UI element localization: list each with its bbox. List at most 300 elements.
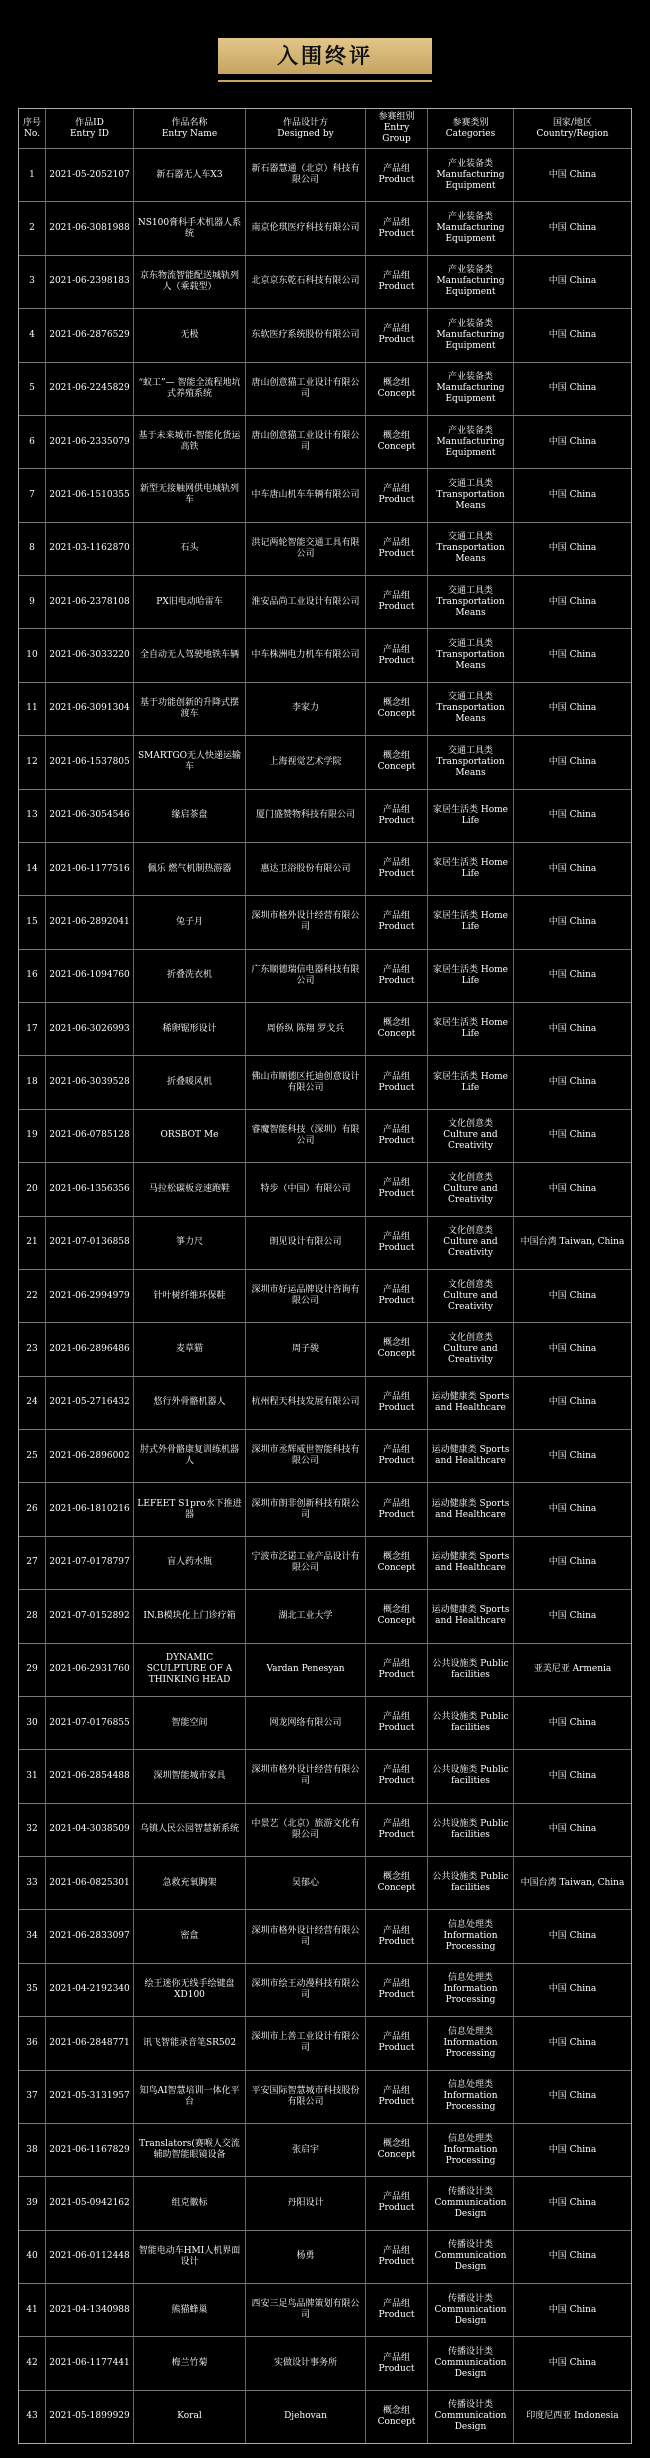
cell-country: 中国 China bbox=[548, 756, 597, 767]
cell-no: 8 bbox=[19, 523, 46, 575]
cell-entry-id: 2021-06-3039528 bbox=[46, 1056, 134, 1108]
cell-no: 24 bbox=[19, 1377, 46, 1429]
section-title-banner: 入围终评 bbox=[218, 38, 432, 74]
cell-entry-id: 2021-06-2378108 bbox=[46, 576, 134, 628]
cell-entry-id: 2021-05-0942162 bbox=[46, 2177, 134, 2229]
cell-entry-name: 讯飞智能录音笔SR502 bbox=[134, 2017, 246, 2069]
cell-category: 交通工具类 Transportation Means bbox=[428, 629, 514, 681]
cell-country: 中国 China bbox=[548, 383, 597, 394]
table-row bbox=[19, 1644, 631, 1697]
cell-country: 中国 China bbox=[548, 436, 597, 447]
cell-entry-name: 基于未来城市-智能化货运高铁 bbox=[134, 416, 246, 468]
cell-entry-group: 产品组 Product bbox=[366, 149, 428, 201]
cell-entry-id: 2021-06-2876529 bbox=[46, 309, 134, 361]
header-entry-id bbox=[46, 109, 134, 148]
cell-entry-name: 知鸟AI智慧培训一体化平台 bbox=[134, 2071, 246, 2123]
cell-entry-id: 2021-06-2931760 bbox=[46, 1644, 134, 1696]
cell-category: 信息处理类 Information Processing bbox=[428, 1910, 514, 1962]
cell-designer: 西安三足鸟品牌策划有限公司 bbox=[246, 2284, 366, 2336]
cell-no: 23 bbox=[19, 1323, 46, 1375]
finalists-table bbox=[18, 108, 632, 2444]
cell-entry-id: 2021-06-3091304 bbox=[46, 683, 134, 735]
cell-country: 中国 China bbox=[548, 1984, 597, 1995]
cell-category: 产业装备类 Manufacturing Equipment bbox=[428, 256, 514, 308]
cell-entry-id: 2021-06-0825301 bbox=[46, 1857, 134, 1909]
cell-entry-name: 新石器无人车X3 bbox=[134, 149, 246, 201]
header-text: Categories bbox=[445, 128, 496, 139]
cell-no: 36 bbox=[19, 2017, 46, 2069]
cell-country: 中国 China bbox=[548, 1931, 597, 1942]
cell-designer: Vardan Penesyan bbox=[246, 1644, 366, 1696]
cell-no: 26 bbox=[19, 1483, 46, 1535]
table-row bbox=[19, 1270, 631, 1323]
cell-no: 42 bbox=[19, 2337, 46, 2389]
table-row bbox=[19, 1590, 631, 1643]
cell-country: 中国 China bbox=[548, 1077, 597, 1088]
cell-entry-name: Koral bbox=[134, 2391, 246, 2443]
cell-category: 交通工具类 Transportation Means bbox=[428, 736, 514, 788]
cell-entry-group: 产品组 Product bbox=[366, 790, 428, 842]
cell-no: 39 bbox=[19, 2177, 46, 2229]
cell-no: 37 bbox=[19, 2071, 46, 2123]
cell-category: 公共设施类 Public facilities bbox=[428, 1804, 514, 1856]
cell-no: 3 bbox=[19, 256, 46, 308]
cell-designer: 淮安品尚工业设计有限公司 bbox=[246, 576, 366, 628]
cell-category: 产业装备类 Manufacturing Equipment bbox=[428, 202, 514, 254]
table-row bbox=[19, 149, 631, 202]
cell-country: 印度尼西亚 Indonesia bbox=[526, 2411, 619, 2422]
cell-no: 14 bbox=[19, 843, 46, 895]
cell-country: 中国 China bbox=[548, 223, 597, 234]
cell-category: 家居生活类 Home Life bbox=[428, 1056, 514, 1108]
cell-country: 中国台湾 Taiwan, China bbox=[520, 1877, 625, 1888]
cell-category: 交通工具类 Transportation Means bbox=[428, 683, 514, 735]
cell-entry-group: 概念组 Concept bbox=[366, 1003, 428, 1055]
header-text: Entry ID bbox=[69, 128, 109, 139]
cell-country: 中国 China bbox=[548, 1343, 597, 1354]
cell-entry-group: 产品组 Product bbox=[366, 309, 428, 361]
cell-no: 27 bbox=[19, 1537, 46, 1589]
cell-no: 32 bbox=[19, 1804, 46, 1856]
cell-entry-group: 产品组 Product bbox=[366, 1910, 428, 1962]
cell-entry-id: 2021-04-2192340 bbox=[46, 1964, 134, 2016]
table-row bbox=[19, 896, 631, 949]
cell-no: 16 bbox=[19, 950, 46, 1002]
cell-no: 22 bbox=[19, 1270, 46, 1322]
table-row bbox=[19, 2124, 631, 2177]
table-row bbox=[19, 1483, 631, 1536]
cell-country: 中国 China bbox=[548, 329, 597, 340]
cell-country: 中国 China bbox=[548, 2304, 597, 2315]
header-country bbox=[514, 109, 631, 148]
cell-entry-name: 熊猫蜂巢 bbox=[134, 2284, 246, 2336]
cell-no: 9 bbox=[19, 576, 46, 628]
cell-designer: 杨勇 bbox=[246, 2231, 366, 2283]
cell-country: 中国 China bbox=[548, 863, 597, 874]
cell-entry-group: 产品组 Product bbox=[366, 2177, 428, 2229]
cell-category: 信息处理类 Information Processing bbox=[428, 2124, 514, 2176]
cell-no: 19 bbox=[19, 1110, 46, 1162]
cell-entry-group: 产品组 Product bbox=[366, 1270, 428, 1322]
cell-entry-id: 2021-06-2892041 bbox=[46, 896, 134, 948]
table-row bbox=[19, 469, 631, 522]
cell-entry-name: 梅兰竹菊 bbox=[134, 2337, 246, 2389]
cell-entry-group: 概念组 Concept bbox=[366, 683, 428, 735]
cell-designer: 南京伦琪医疗科技有限公司 bbox=[246, 202, 366, 254]
cell-entry-group: 产品组 Product bbox=[366, 469, 428, 521]
cell-category: 公共设施类 Public facilities bbox=[428, 1750, 514, 1802]
cell-no: 6 bbox=[19, 416, 46, 468]
header-no bbox=[19, 109, 46, 148]
cell-entry-id: 2021-06-2245829 bbox=[46, 363, 134, 415]
cell-designer: 厦门盛赞物科技有限公司 bbox=[246, 790, 366, 842]
cell-country: 中国 China bbox=[548, 2251, 597, 2262]
cell-entry-name: 智能空间 bbox=[134, 1697, 246, 1749]
cell-category: 公共设施类 Public facilities bbox=[428, 1857, 514, 1909]
cell-category: 产业装备类 Manufacturing Equipment bbox=[428, 309, 514, 361]
cell-entry-name: 针叶树纤维环保鞋 bbox=[134, 1270, 246, 1322]
cell-country: 中国 China bbox=[548, 1824, 597, 1835]
cell-entry-id: 2021-05-2716432 bbox=[46, 1377, 134, 1429]
cell-entry-group: 产品组 Product bbox=[366, 256, 428, 308]
table-row bbox=[19, 2017, 631, 2070]
cell-entry-name: 肘式外骨骼康复训练机器人 bbox=[134, 1430, 246, 1482]
cell-country: 中国 China bbox=[548, 1023, 597, 1034]
header-entry-name bbox=[134, 109, 246, 148]
table-row bbox=[19, 576, 631, 629]
cell-category: 传播设计类 Communication Design bbox=[428, 2231, 514, 2283]
cell-entry-name: 稀卵锯形设计 bbox=[134, 1003, 246, 1055]
cell-entry-group: 概念组 Concept bbox=[366, 416, 428, 468]
cell-entry-name: 新型无接触网供电城轨列车 bbox=[134, 469, 246, 521]
table-row bbox=[19, 683, 631, 736]
cell-entry-id: 2021-06-2896002 bbox=[46, 1430, 134, 1482]
table-row bbox=[19, 736, 631, 789]
cell-entry-group: 产品组 Product bbox=[366, 1163, 428, 1215]
cell-country: 中国 China bbox=[548, 2144, 597, 2155]
cell-no: 2 bbox=[19, 202, 46, 254]
cell-entry-group: 产品组 Product bbox=[366, 1644, 428, 1696]
table-row bbox=[19, 790, 631, 843]
table-row bbox=[19, 1750, 631, 1803]
cell-category: 传播设计类 Communication Design bbox=[428, 2177, 514, 2229]
cell-designer: 深圳市格外设计经营有限公司 bbox=[246, 896, 366, 948]
cell-entry-id: 2021-06-2994979 bbox=[46, 1270, 134, 1322]
cell-no: 28 bbox=[19, 1590, 46, 1642]
cell-no: 15 bbox=[19, 896, 46, 948]
cell-designer: 网龙网络有限公司 bbox=[246, 1697, 366, 1749]
cell-entry-name: 缘启茶盘 bbox=[134, 790, 246, 842]
cell-entry-group: 产品组 Product bbox=[366, 2231, 428, 2283]
cell-no: 21 bbox=[19, 1217, 46, 1269]
header-text: 参赛组别 bbox=[378, 112, 415, 122]
cell-designer: 东软医疗系统股份有限公司 bbox=[246, 309, 366, 361]
cell-entry-id: 2021-06-3081988 bbox=[46, 202, 134, 254]
table-row bbox=[19, 309, 631, 362]
cell-designer: 深圳市好运品牌设计咨询有限公司 bbox=[246, 1270, 366, 1322]
table-row bbox=[19, 523, 631, 576]
cell-entry-name: 智能电动车HMI人机界面设计 bbox=[134, 2231, 246, 2283]
cell-designer: 平安国际智慧城市科技股份有限公司 bbox=[246, 2071, 366, 2123]
cell-designer: 杭州程天科技发展有限公司 bbox=[246, 1377, 366, 1429]
cell-designer: 佛山市顺德区托迪创意设计有限公司 bbox=[246, 1056, 366, 1108]
cell-entry-group: 概念组 Concept bbox=[366, 2391, 428, 2443]
cell-entry-id: 2021-06-1510355 bbox=[46, 469, 134, 521]
table-row bbox=[19, 1217, 631, 1270]
cell-country: 中国 China bbox=[548, 703, 597, 714]
cell-entry-group: 产品组 Product bbox=[366, 2017, 428, 2069]
cell-country: 中国 China bbox=[548, 1770, 597, 1781]
cell-category: 公共设施类 Public facilities bbox=[428, 1697, 514, 1749]
cell-no: 34 bbox=[19, 1910, 46, 1962]
cell-entry-group: 产品组 Product bbox=[366, 629, 428, 681]
cell-entry-id: 2021-07-0136858 bbox=[46, 1217, 134, 1269]
cell-entry-id: 2021-06-0112448 bbox=[46, 2231, 134, 2283]
table-row bbox=[19, 1910, 631, 1963]
header-text: 作品设计方 bbox=[282, 117, 328, 128]
cell-designer: 宁波市泛诺工业产品设计有限公司 bbox=[246, 1537, 366, 1589]
table-row bbox=[19, 1110, 631, 1163]
cell-entry-name: 悠行外骨骼机器人 bbox=[134, 1377, 246, 1429]
table-row bbox=[19, 2177, 631, 2230]
cell-entry-name: 乌镇人民公园智慧新系统 bbox=[134, 1804, 246, 1856]
header-text: Entry Name bbox=[161, 128, 218, 139]
table-row bbox=[19, 256, 631, 309]
cell-country: 中国 China bbox=[548, 2037, 597, 2048]
cell-entry-id: 2021-06-1094760 bbox=[46, 950, 134, 1002]
cell-entry-name: 佩乐 燃气机制热游器 bbox=[134, 843, 246, 895]
header-text: Designed by bbox=[277, 128, 334, 139]
cell-designer: 广东顺德瑞信电器科技有限公司 bbox=[246, 950, 366, 1002]
header-text: No. bbox=[24, 128, 40, 139]
cell-entry-id: 2021-05-3131957 bbox=[46, 2071, 134, 2123]
table-header-row bbox=[19, 109, 631, 149]
cell-country: 中国 China bbox=[548, 650, 597, 661]
cell-category: 信息处理类 Information Processing bbox=[428, 2071, 514, 2123]
cell-designer: 深圳市丞辉威世智能科技有限公司 bbox=[246, 1430, 366, 1482]
cell-designer: 深圳市绘王动漫科技有限公司 bbox=[246, 1964, 366, 2016]
cell-category: 传播设计类 Communication Design bbox=[428, 2284, 514, 2336]
cell-entry-id: 2021-06-3054546 bbox=[46, 790, 134, 842]
cell-designer: 朗见设计有限公司 bbox=[246, 1217, 366, 1269]
table-row bbox=[19, 2284, 631, 2337]
cell-entry-group: 概念组 Concept bbox=[366, 1590, 428, 1642]
cell-category: 文化创意类 Culture and Creativity bbox=[428, 1323, 514, 1375]
cell-no: 7 bbox=[19, 469, 46, 521]
cell-country: 中国 China bbox=[548, 1130, 597, 1141]
cell-no: 38 bbox=[19, 2124, 46, 2176]
cell-entry-group: 产品组 Product bbox=[366, 1964, 428, 2016]
cell-entry-group: 产品组 Product bbox=[366, 1110, 428, 1162]
cell-entry-name: LEFEET S1pro水下推进器 bbox=[134, 1483, 246, 1535]
cell-country: 中国 China bbox=[548, 1557, 597, 1568]
cell-entry-id: 2021-06-3033220 bbox=[46, 629, 134, 681]
table-row bbox=[19, 1163, 631, 1216]
cell-entry-name: 麦草猫 bbox=[134, 1323, 246, 1375]
cell-country: 中国 China bbox=[548, 1450, 597, 1461]
cell-designer: 周子骏 bbox=[246, 1323, 366, 1375]
cell-category: 公共设施类 Public facilities bbox=[428, 1644, 514, 1696]
cell-country: 中国 China bbox=[548, 2358, 597, 2369]
table-row bbox=[19, 843, 631, 896]
cell-designer: 丹阳设计 bbox=[246, 2177, 366, 2229]
cell-entry-name: 折叠暖风机 bbox=[134, 1056, 246, 1108]
cell-designer: 唐山创意猫工业设计有限公司 bbox=[246, 363, 366, 415]
cell-entry-group: 产品组 Product bbox=[366, 950, 428, 1002]
cell-country: 中国 China bbox=[548, 1717, 597, 1728]
cell-entry-name: 密盒 bbox=[134, 1910, 246, 1962]
header-text: 序号 bbox=[22, 117, 41, 128]
header-text: 作品ID bbox=[75, 117, 104, 128]
cell-entry-group: 概念组 Concept bbox=[366, 1857, 428, 1909]
cell-no: 33 bbox=[19, 1857, 46, 1909]
cell-entry-id: 2021-04-3038509 bbox=[46, 1804, 134, 1856]
cell-designer: 张启宇 bbox=[246, 2124, 366, 2176]
table-row bbox=[19, 1056, 631, 1109]
cell-designer: 唐山创意猫工业设计有限公司 bbox=[246, 416, 366, 468]
cell-country: 中国 China bbox=[548, 1290, 597, 1301]
cell-entry-name: “蚁工”— 智能全流程地坑式养殖系统 bbox=[134, 363, 246, 415]
table-row bbox=[19, 1430, 631, 1483]
cell-category: 运动健康类 Sports and Healthcare bbox=[428, 1430, 514, 1482]
table-row bbox=[19, 1964, 631, 2017]
cell-category: 传播设计类 Communication Design bbox=[428, 2391, 514, 2443]
cell-entry-group: 概念组 Concept bbox=[366, 1537, 428, 1589]
table-row bbox=[19, 1857, 631, 1910]
table-row bbox=[19, 2391, 631, 2443]
cell-entry-id: 2021-06-1177516 bbox=[46, 843, 134, 895]
table-row bbox=[19, 2231, 631, 2284]
cell-category: 交通工具类 Transportation Means bbox=[428, 576, 514, 628]
cell-designer: 中景艺（北京）旅游文化有限公司 bbox=[246, 1804, 366, 1856]
cell-entry-name: 全自动无人驾驶地铁车辆 bbox=[134, 629, 246, 681]
cell-designer: 湖北工业大学 bbox=[246, 1590, 366, 1642]
header-text: 参赛类别 bbox=[452, 117, 489, 128]
cell-no: 18 bbox=[19, 1056, 46, 1108]
table-row bbox=[19, 950, 631, 1003]
cell-no: 30 bbox=[19, 1697, 46, 1749]
cell-entry-name: 组克徽标 bbox=[134, 2177, 246, 2229]
cell-no: 10 bbox=[19, 629, 46, 681]
cell-entry-id: 2021-06-2848771 bbox=[46, 2017, 134, 2069]
cell-entry-name: 急救充氧胸架 bbox=[134, 1857, 246, 1909]
cell-entry-name: 基于功能创新的升降式摆渡车 bbox=[134, 683, 246, 735]
cell-no: 11 bbox=[19, 683, 46, 735]
cell-category: 文化创意类 Culture and Creativity bbox=[428, 1270, 514, 1322]
cell-entry-name: 绘王迷你无线手绘键盘XD100 bbox=[134, 1964, 246, 2016]
cell-entry-name: 石头 bbox=[134, 523, 246, 575]
cell-no: 17 bbox=[19, 1003, 46, 1055]
cell-designer: 周侨纵 陈翔 罗戈兵 bbox=[246, 1003, 366, 1055]
cell-designer: 实做设计事务所 bbox=[246, 2337, 366, 2389]
cell-no: 20 bbox=[19, 1163, 46, 1215]
cell-entry-group: 产品组 Product bbox=[366, 1483, 428, 1535]
header-text: Entry Group bbox=[382, 123, 411, 144]
header-entry-group bbox=[366, 109, 428, 148]
cell-entry-group: 产品组 Product bbox=[366, 843, 428, 895]
cell-entry-id: 2021-06-1356356 bbox=[46, 1163, 134, 1215]
cell-category: 家居生活类 Home Life bbox=[428, 843, 514, 895]
cell-entry-group: 产品组 Product bbox=[366, 1056, 428, 1108]
header-text: 作品名称 bbox=[171, 117, 208, 128]
cell-entry-name: 箏力尺 bbox=[134, 1217, 246, 1269]
cell-no: 1 bbox=[19, 149, 46, 201]
table-row bbox=[19, 1697, 631, 1750]
cell-designer: 惠达卫浴股份有限公司 bbox=[246, 843, 366, 895]
cell-designer: 中车株洲电力机车有限公司 bbox=[246, 629, 366, 681]
cell-no: 5 bbox=[19, 363, 46, 415]
cell-entry-name: 折叠洗衣机 bbox=[134, 950, 246, 1002]
cell-category: 产业装备类 Manufacturing Equipment bbox=[428, 149, 514, 201]
cell-category: 交通工具类 Transportation Means bbox=[428, 469, 514, 521]
banner-underline bbox=[218, 80, 432, 82]
cell-country: 中国 China bbox=[548, 169, 597, 180]
cell-designer: 吴郁心 bbox=[246, 1857, 366, 1909]
cell-category: 家居生活类 Home Life bbox=[428, 1003, 514, 1055]
header-text: Country/Region bbox=[536, 128, 609, 139]
cell-country: 中国 China bbox=[548, 489, 597, 500]
table-row bbox=[19, 1003, 631, 1056]
table-row bbox=[19, 629, 631, 682]
cell-category: 信息处理类 Information Processing bbox=[428, 2017, 514, 2069]
cell-designer: 深圳市格外设计经营有限公司 bbox=[246, 1910, 366, 1962]
table-row bbox=[19, 2071, 631, 2124]
cell-entry-group: 产品组 Product bbox=[366, 1377, 428, 1429]
cell-entry-name: 深圳智能城市家具 bbox=[134, 1750, 246, 1802]
header-category bbox=[428, 109, 514, 148]
cell-designer: 新石器慧通（北京）科技有限公司 bbox=[246, 149, 366, 201]
cell-entry-id: 2021-04-1340988 bbox=[46, 2284, 134, 2336]
cell-category: 家居生活类 Home Life bbox=[428, 790, 514, 842]
cell-country: 中国 China bbox=[548, 916, 597, 927]
cell-entry-group: 产品组 Product bbox=[366, 1804, 428, 1856]
cell-entry-id: 2021-06-1167829 bbox=[46, 2124, 134, 2176]
header-designer bbox=[246, 109, 366, 148]
cell-entry-id: 2021-06-2398183 bbox=[46, 256, 134, 308]
cell-category: 运动健康类 Sports and Healthcare bbox=[428, 1483, 514, 1535]
header-text: 国家/地区 bbox=[552, 117, 593, 128]
table-row bbox=[19, 416, 631, 469]
cell-entry-group: 概念组 Concept bbox=[366, 2124, 428, 2176]
cell-country: 中国台湾 Taiwan, China bbox=[520, 1237, 625, 1248]
table-row bbox=[19, 1537, 631, 1590]
cell-entry-name: DYNAMIC SCULPTURE OF A THINKING HEAD bbox=[134, 1644, 246, 1696]
table-row bbox=[19, 202, 631, 255]
cell-designer: 上海视觉艺术学院 bbox=[246, 736, 366, 788]
cell-entry-name: 盲人药水瓶 bbox=[134, 1537, 246, 1589]
cell-entry-id: 2021-06-2335079 bbox=[46, 416, 134, 468]
cell-category: 运动健康类 Sports and Healthcare bbox=[428, 1590, 514, 1642]
table-row bbox=[19, 1377, 631, 1430]
table-row bbox=[19, 363, 631, 416]
cell-entry-name: PX旧电动哈雷车 bbox=[134, 576, 246, 628]
cell-designer: 北京京东乾石科技有限公司 bbox=[246, 256, 366, 308]
cell-entry-name: 兔子月 bbox=[134, 896, 246, 948]
cell-entry-name: NS100膏科手术机器人系统 bbox=[134, 202, 246, 254]
table-row bbox=[19, 1323, 631, 1376]
cell-entry-id: 2021-05-2052107 bbox=[46, 149, 134, 201]
cell-entry-id: 2021-07-0152892 bbox=[46, 1590, 134, 1642]
cell-entry-group: 产品组 Product bbox=[366, 523, 428, 575]
cell-category: 产业装备类 Manufacturing Equipment bbox=[428, 416, 514, 468]
cell-entry-id: 2021-06-1177441 bbox=[46, 2337, 134, 2389]
cell-entry-id: 2021-03-1162870 bbox=[46, 523, 134, 575]
cell-no: 43 bbox=[19, 2391, 46, 2443]
cell-no: 13 bbox=[19, 790, 46, 842]
cell-entry-group: 概念组 Concept bbox=[366, 736, 428, 788]
cell-entry-id: 2021-06-2896486 bbox=[46, 1323, 134, 1375]
cell-category: 产业装备类 Manufacturing Equipment bbox=[428, 363, 514, 415]
